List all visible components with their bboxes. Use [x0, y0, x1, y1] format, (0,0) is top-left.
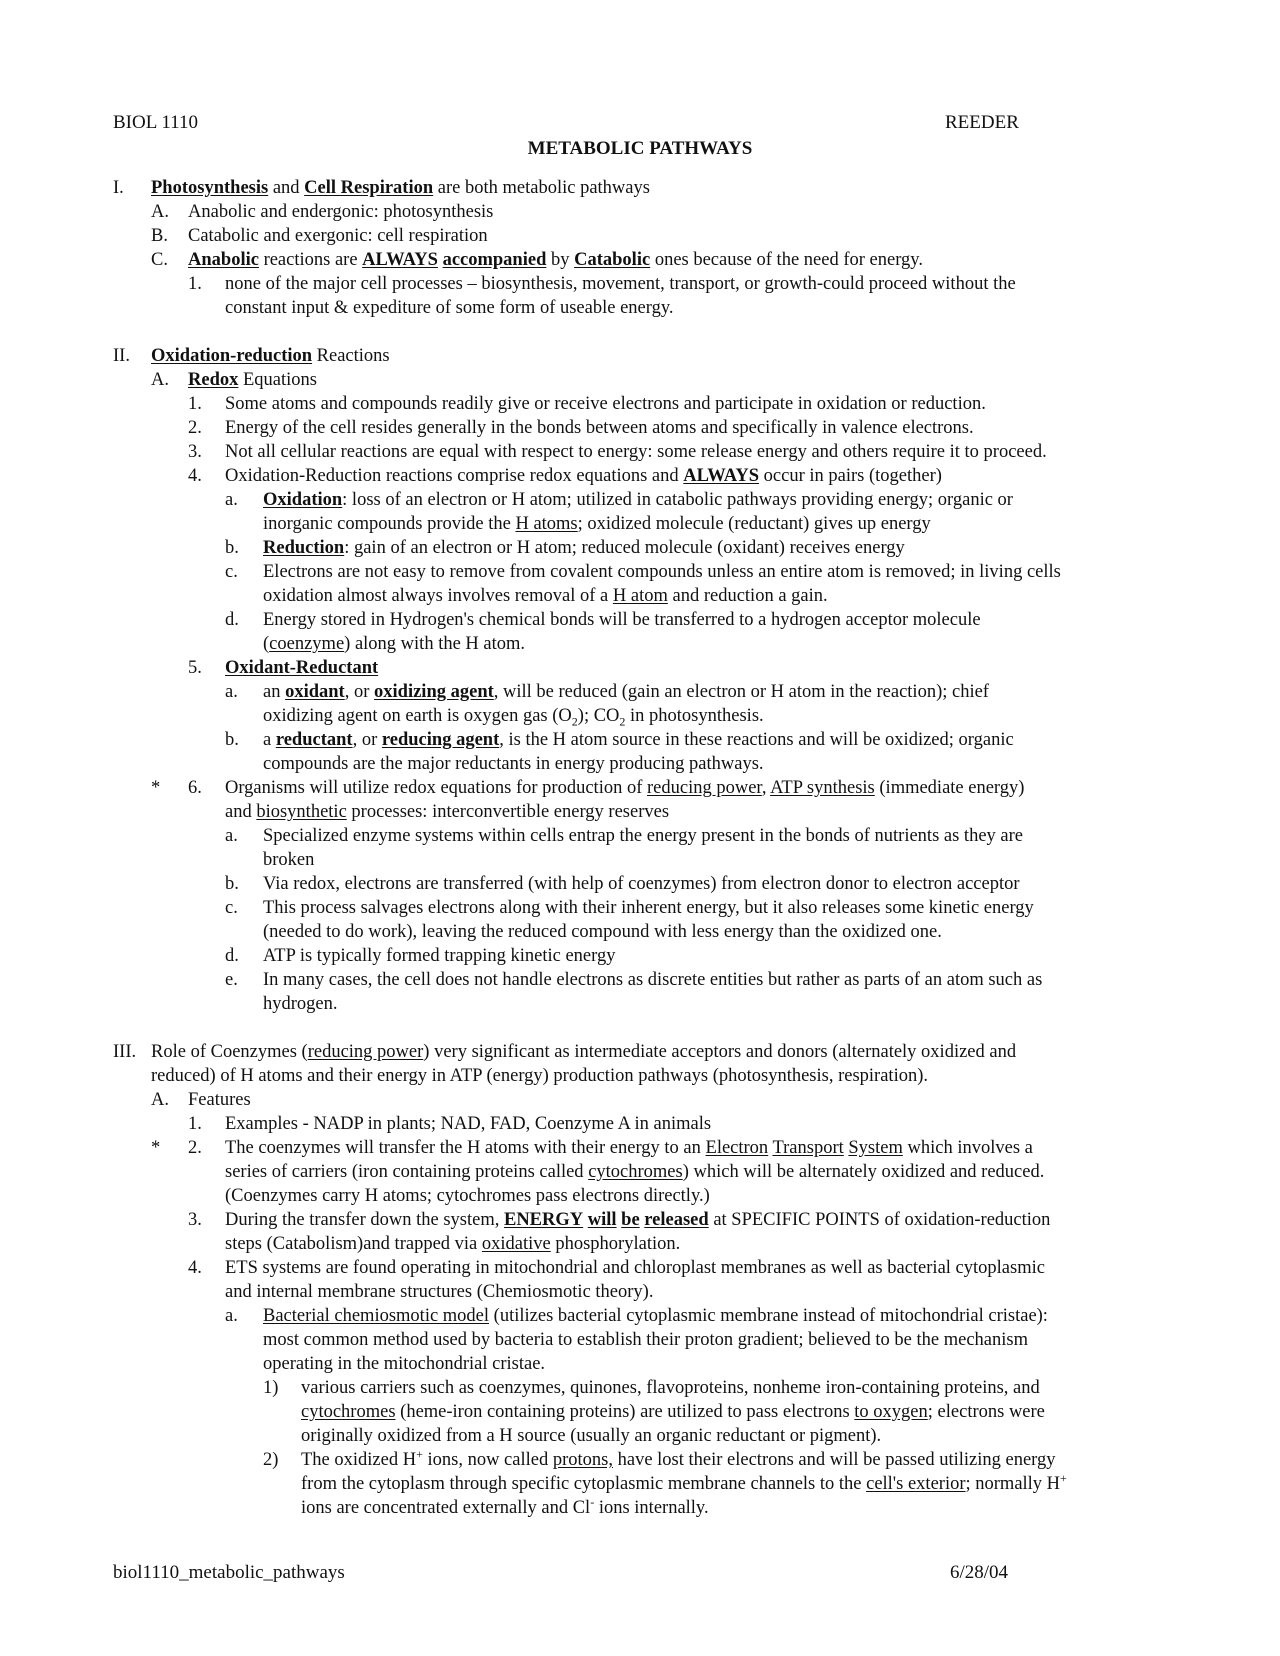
- emphasis-term: ENERGY: [503, 1210, 584, 1230]
- text-line: [263, 920, 942, 944]
- list-marker: 2.: [188, 418, 202, 438]
- emphasis-term: be: [621, 1210, 640, 1230]
- text-run: ; electrons were: [927, 1402, 1045, 1422]
- text-run: ); CO: [577, 706, 620, 726]
- text-run: +: [1060, 1470, 1067, 1485]
- underlined-term: reducing power: [307, 1042, 424, 1062]
- text-run: 2: [619, 714, 626, 729]
- list-marker: e.: [225, 970, 238, 990]
- text-run: occur in pairs (together): [759, 466, 942, 486]
- text-run: compounds are the major reductants in energy producing pathways.: [263, 754, 764, 774]
- text-line: [263, 680, 989, 704]
- text-run: hydrogen.: [263, 994, 338, 1014]
- emphasis-term: Oxidation: [263, 490, 343, 510]
- text-line: [301, 1400, 1045, 1424]
- list-marker: 2.: [188, 1138, 202, 1158]
- important-star: *: [151, 778, 161, 798]
- list-marker: 4.: [188, 1258, 202, 1278]
- text-run: Electrons are not easy to remove from covalent compounds unless an entire atom is removed; in living cells: [263, 562, 1061, 582]
- underlined-term: cytochromes: [588, 1162, 683, 1182]
- list-marker: III.: [113, 1042, 137, 1062]
- text-run: , will be reduced (gain an electron or H atom in the reaction); chief: [493, 682, 989, 702]
- text-run: phosphorylation.: [550, 1234, 681, 1254]
- text-line: [225, 1184, 710, 1208]
- list-marker: c.: [225, 898, 238, 918]
- list-marker: c.: [225, 562, 238, 582]
- text-run: Features: [188, 1090, 251, 1110]
- text-run: none of the major cell processes – biosynthesis, movement, transport, or growth-could proceed without the: [225, 274, 1016, 294]
- text-line: [263, 584, 828, 608]
- text-run: in photosynthesis.: [625, 706, 764, 726]
- text-run: (heme-iron containing proteins) are utilized to pass electrons: [395, 1402, 855, 1422]
- text-line: [225, 296, 674, 320]
- text-run: steps (Catabolism)and trapped via: [225, 1234, 482, 1254]
- list-marker: A.: [151, 1090, 169, 1110]
- text-line: [188, 200, 493, 224]
- text-line: [263, 536, 905, 560]
- text-line: [188, 248, 923, 272]
- text-line: [225, 1256, 1045, 1280]
- text-line: [225, 392, 986, 416]
- text-run: ions internally.: [594, 1498, 709, 1518]
- list-marker: 1.: [188, 274, 202, 294]
- text-line: [263, 872, 1020, 896]
- underlined-term: Transport: [772, 1138, 844, 1158]
- text-run: : loss of an electron or H atom; utilized in catabolic pathways providing energy; organic or: [342, 490, 1013, 510]
- text-run: , or: [352, 730, 382, 750]
- text-line: [301, 1376, 1040, 1400]
- text-line: [225, 272, 1016, 296]
- text-run: Role of Coenzymes (: [151, 1042, 308, 1062]
- underlined-term: biosynthetic: [256, 802, 347, 822]
- text-line: [225, 1280, 653, 1304]
- text-run: Equations: [238, 370, 317, 390]
- text-run: and: [268, 178, 305, 198]
- text-line: [301, 1496, 709, 1520]
- text-run: a: [263, 730, 276, 750]
- text-line: [188, 224, 488, 248]
- emphasis-term: Reduction: [263, 538, 345, 558]
- text-run: operating in the mitochondrial cristae.: [263, 1354, 546, 1374]
- text-run: constant input & expediture of some form of useable energy.: [225, 298, 674, 318]
- underlined-term: protons,: [552, 1450, 613, 1470]
- text-run: Not all cellular reactions are equal with respect to energy: some release energy and others require it to proceed.: [225, 442, 1047, 462]
- text-line: [263, 632, 525, 656]
- text-run: (: [263, 634, 270, 654]
- text-run: (needed to do work), leaving the reduced compound with less energy than the oxidized one.: [263, 922, 942, 942]
- text-line: [263, 560, 1061, 584]
- text-run: ) very significant as intermediate acceptors and donors (alternately oxidized and: [423, 1042, 1017, 1062]
- text-run: ; oxidized molecule (reductant) gives up energy: [577, 514, 931, 534]
- text-run: are both metabolic pathways: [433, 178, 650, 198]
- text-run: originally oxidized from a H source (usually an organic reductant or pigment).: [301, 1426, 882, 1446]
- underlined-term: reducing power: [647, 778, 762, 798]
- emphasis-term: Cell Respiration: [304, 178, 434, 198]
- text-run: Some atoms and compounds readily give or receive electrons and participate in oxidation or reduction.: [225, 394, 986, 414]
- text-line: [225, 440, 1047, 464]
- text-line: [151, 344, 390, 368]
- text-run: oxidizing agent on earth is oxygen gas (O: [263, 706, 572, 726]
- text-run: ones because of the need for energy.: [650, 250, 923, 270]
- text-run: ions are concentrated externally and Cl: [301, 1498, 591, 1518]
- text-line: [225, 1112, 711, 1136]
- text-run: ETS systems are found operating in mitochondrial and chloroplast membranes as well as bacterial cytoplasmic: [225, 1258, 1045, 1278]
- text-run: processes: interconvertible energy reserves: [346, 802, 670, 822]
- list-marker: a.: [225, 1306, 238, 1326]
- text-run: ,: [761, 778, 771, 798]
- text-line: [225, 464, 942, 488]
- emphasis-term: Anabolic: [188, 250, 259, 270]
- text-line: [263, 1352, 545, 1376]
- text-run: Reactions: [312, 346, 390, 366]
- list-marker: 5.: [188, 658, 202, 678]
- text-run: by: [546, 250, 575, 270]
- list-marker: 1.: [188, 1114, 202, 1134]
- text-run: Examples - NADP in plants; NAD, FAD, Coenzyme A in animals: [225, 1114, 712, 1134]
- text-run: This process salvages electrons along with their inherent energy, but it also releases some kinetic energy: [263, 898, 1034, 918]
- underlined-term: oxidative: [481, 1234, 551, 1254]
- list-marker: 3.: [188, 1210, 202, 1230]
- text-line: [263, 704, 764, 728]
- text-line: [263, 488, 1013, 512]
- emphasis-term: ALWAYS: [683, 466, 760, 486]
- text-line: [263, 608, 981, 632]
- text-run: which involves a: [902, 1138, 1033, 1158]
- list-marker: 6.: [188, 778, 202, 798]
- text-run: most common method used by bacteria to establish their proton gradient; believed to be the mechanism: [263, 1330, 1028, 1350]
- text-run: ATP is typically formed trapping kinetic energy: [263, 946, 616, 966]
- text-line: [151, 176, 650, 200]
- list-marker: A.: [151, 202, 169, 222]
- list-marker: d.: [225, 610, 239, 630]
- text-run: In many cases, the cell does not handle electrons as discrete entities but rather as parts of an atom such as: [263, 970, 1043, 990]
- text-run: ; normally H: [965, 1474, 1061, 1494]
- text-line: [225, 1160, 1044, 1184]
- emphasis-term: released: [644, 1210, 709, 1230]
- list-marker: b.: [225, 874, 239, 894]
- text-line: [263, 824, 1023, 848]
- emphasis-term: reducing agent: [381, 730, 500, 750]
- text-run: ) along with the H atom.: [344, 634, 526, 654]
- text-run: Energy stored in Hydrogen's chemical bonds will be transferred to a hydrogen acceptor molecule: [263, 610, 981, 630]
- text-run: from the cytoplasm through specific cytoplasmic membrane channels to the: [301, 1474, 867, 1494]
- list-marker: 1): [263, 1378, 279, 1398]
- footer-date: 6/28/04: [950, 1562, 1009, 1583]
- text-line: [151, 1064, 928, 1088]
- text-run: at SPECIFIC POINTS of oxidation-reduction: [708, 1210, 1051, 1230]
- text-run: and internal membrane structures (Chemiosmotic theory).: [225, 1282, 654, 1302]
- text-run: and: [225, 802, 257, 822]
- emphasis-term: Redox: [188, 370, 239, 390]
- text-line: [263, 848, 314, 872]
- text-run: -: [590, 1494, 595, 1509]
- footer-filename: biol1110_metabolic_pathways: [113, 1562, 345, 1583]
- text-run: Organisms will utilize redox equations for production of: [225, 778, 647, 798]
- text-run: (Coenzymes carry H atoms; cytochromes pass electrons directly.): [225, 1186, 710, 1206]
- text-line: [263, 944, 615, 968]
- list-marker: II.: [113, 346, 130, 366]
- text-run: reactions are: [258, 250, 363, 270]
- underlined-term: to oxygen: [854, 1402, 928, 1422]
- text-run: inorganic compounds provide the: [263, 514, 516, 534]
- text-line: [151, 1040, 1016, 1064]
- text-line: [188, 1088, 251, 1112]
- text-line: [263, 1304, 1048, 1328]
- text-run: Anabolic and endergonic: photosynthesis: [188, 202, 494, 222]
- list-marker: b.: [225, 538, 239, 558]
- text-run: 2: [571, 714, 578, 729]
- list-marker: 2): [263, 1450, 279, 1470]
- text-line: [301, 1448, 1056, 1472]
- page-title: METABOLIC PATHWAYS: [527, 138, 753, 159]
- text-line: [263, 992, 338, 1016]
- underlined-term: ATP synthesis: [770, 778, 875, 798]
- text-run: (utilizes bacterial cytoplasmic membrane instead of mitochondrial cristae):: [489, 1306, 1048, 1326]
- text-line: [225, 416, 974, 440]
- text-line: [225, 1232, 680, 1256]
- emphasis-term: ALWAYS: [362, 250, 438, 270]
- text-line: [225, 656, 378, 680]
- text-run: an: [263, 682, 286, 702]
- text-run: Via redox, electrons are transferred (with help of coenzymes) from electron donor to electron acceptor: [263, 874, 1020, 894]
- text-line: [225, 1208, 1050, 1232]
- text-line: [225, 1136, 1033, 1160]
- text-run: : gain of an electron or H atom; reduced molecule (oxidant) receives energy: [344, 538, 905, 558]
- list-marker: 4.: [188, 466, 202, 486]
- list-marker: b.: [225, 730, 239, 750]
- underlined-term: cell's exterior: [866, 1474, 966, 1494]
- emphasis-term: oxidizing agent: [374, 682, 494, 702]
- underlined-term: System: [848, 1138, 903, 1158]
- text-line: [225, 800, 669, 824]
- emphasis-term: Oxidant-Reductant: [225, 658, 379, 678]
- text-run: oxidation almost always involves removal of a: [263, 586, 613, 606]
- course-code: BIOL 1110: [113, 112, 198, 133]
- text-line: [301, 1424, 881, 1448]
- text-run: , or: [344, 682, 375, 702]
- list-marker: d.: [225, 946, 239, 966]
- text-line: [263, 968, 1042, 992]
- text-run: have lost their electrons and will be passed utilizing energy: [612, 1450, 1056, 1470]
- text-run: various carriers such as coenzymes, quinones, flavoproteins, nonheme iron-containing proteins, and: [301, 1378, 1040, 1398]
- text-run: ions, now called: [422, 1450, 553, 1470]
- text-run: Oxidation-Reduction reactions comprise redox equations and: [225, 466, 684, 486]
- underlined-term: H atom: [612, 586, 668, 606]
- text-run: Specialized enzyme systems within cells entrap the energy present in the bonds of nutrients as they are: [263, 826, 1023, 846]
- text-run: ) which will be alternately oxidized and reduced.: [682, 1162, 1045, 1182]
- list-marker: a.: [225, 490, 238, 510]
- text-run: (immediate energy): [874, 778, 1025, 798]
- author-name: REEDER: [945, 112, 1019, 133]
- text-run: Energy of the cell resides generally in the bonds between atoms and specifically in valence electrons.: [225, 418, 974, 438]
- emphasis-term: reductant: [275, 730, 353, 750]
- emphasis-term: Oxidation-reduction: [151, 346, 313, 366]
- text-run: , is the H atom source in these reactions and will be oxidized; organic: [499, 730, 1014, 750]
- text-line: [188, 368, 317, 392]
- underlined-term: Bacterial chemiosmotic model: [263, 1306, 490, 1326]
- list-marker: I.: [113, 178, 124, 198]
- text-line: [301, 1472, 1067, 1496]
- text-run: reduced) of H atoms and their energy in ATP (energy) production pathways (photosynthesis, respiration).: [151, 1066, 928, 1086]
- emphasis-term: oxidant: [285, 682, 345, 702]
- emphasis-term: Catabolic: [574, 250, 651, 270]
- list-marker: A.: [151, 370, 169, 390]
- text-line: [263, 752, 764, 776]
- text-line: [263, 1328, 1028, 1352]
- text-run: broken: [263, 850, 315, 870]
- text-run: The coenzymes will transfer the H atoms with their energy to an: [225, 1138, 706, 1158]
- underlined-term: H atoms: [515, 514, 578, 534]
- underlined-term: cytochromes: [301, 1402, 396, 1422]
- list-marker: B.: [151, 226, 168, 246]
- emphasis-term: accompanied: [442, 250, 547, 270]
- underlined-term: coenzyme: [269, 634, 345, 654]
- text-run: The oxidized H: [301, 1450, 417, 1470]
- list-marker: 1.: [188, 394, 202, 414]
- text-run: and reduction a gain.: [667, 586, 828, 606]
- list-marker: 3.: [188, 442, 202, 462]
- text-run: During the transfer down the system,: [225, 1210, 504, 1230]
- important-star: *: [151, 1138, 161, 1158]
- text-line: [263, 512, 931, 536]
- text-run: Catabolic and exergonic: cell respiration: [188, 226, 488, 246]
- text-run: +: [416, 1446, 423, 1461]
- text-line: [263, 896, 1034, 920]
- list-marker: a.: [225, 826, 238, 846]
- text-line: [263, 728, 1014, 752]
- emphasis-term: Photosynthesis: [151, 178, 269, 198]
- list-marker: C.: [151, 250, 168, 270]
- underlined-term: Electron: [705, 1138, 769, 1158]
- text-run: series of carriers (iron containing proteins called: [225, 1162, 589, 1182]
- text-line: [225, 776, 1024, 800]
- emphasis-term: will: [587, 1210, 617, 1230]
- list-marker: a.: [225, 682, 238, 702]
